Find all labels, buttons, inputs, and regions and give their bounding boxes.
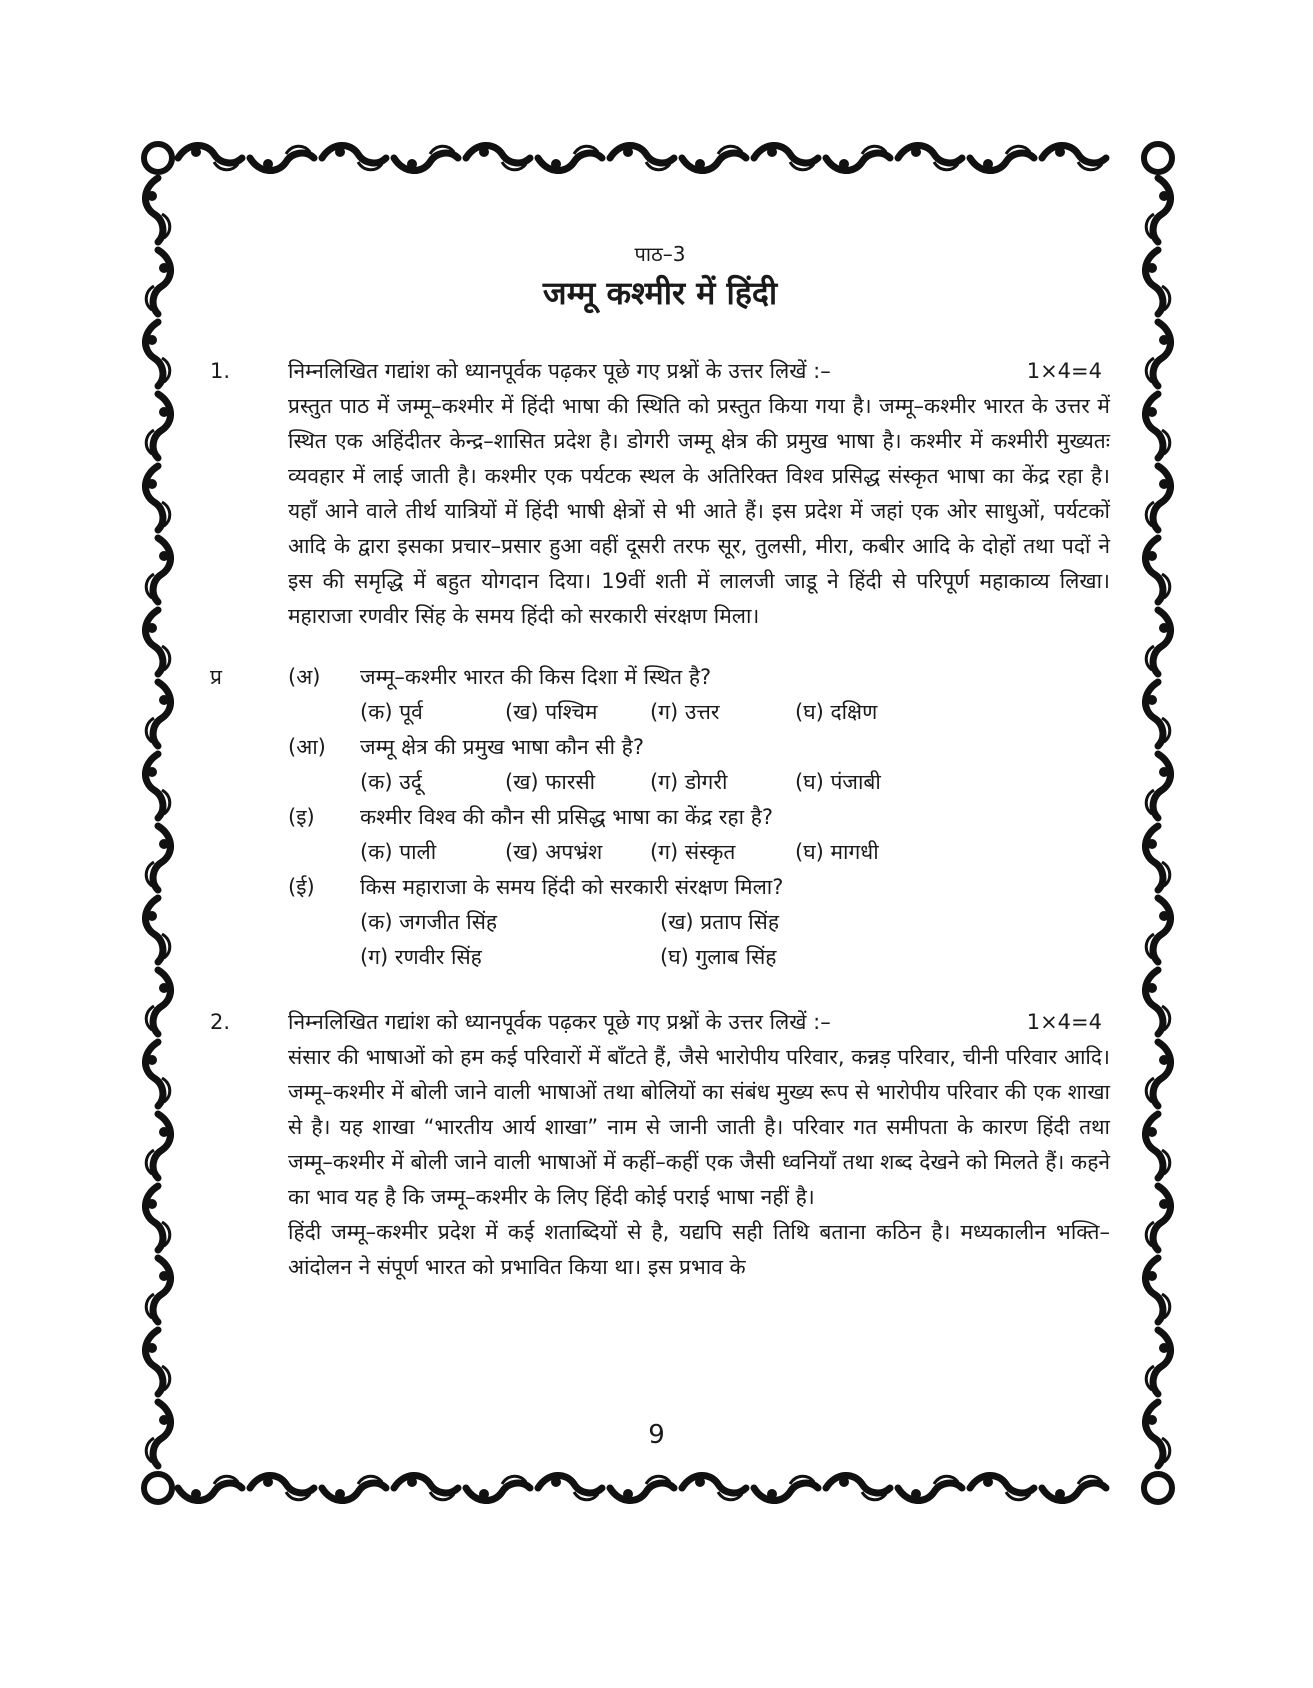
lesson-number: पाठ–3 <box>634 242 686 266</box>
border-ornament <box>1145 394 1169 458</box>
border-ornament <box>538 1475 602 1499</box>
border-ornament <box>898 145 962 169</box>
section-1 <box>210 354 1110 634</box>
marks-label: 1×4=4 <box>1026 1010 1102 1034</box>
option: (क) पाली <box>360 840 437 864</box>
question-item <box>288 660 1110 730</box>
border-ornament <box>145 1042 169 1106</box>
border-ornament <box>970 1475 1034 1499</box>
border-ornament <box>1146 1186 1170 1250</box>
border-ornament <box>146 682 170 746</box>
marks-label: 1×4=4 <box>1026 359 1102 383</box>
border-ornament <box>146 250 170 314</box>
option: (घ) गुलाब सिंह <box>660 945 777 969</box>
border-ornament <box>145 466 169 530</box>
border-ornament <box>1145 1258 1169 1322</box>
border-ornament <box>466 145 530 169</box>
border-ornament <box>146 1114 170 1178</box>
option: (ख) फारसी <box>505 770 596 794</box>
question-item <box>288 800 1110 870</box>
border-ornament <box>394 146 458 170</box>
border-ornament <box>1145 250 1169 314</box>
question-label: (आ) <box>288 735 326 759</box>
border-ornament <box>145 178 169 242</box>
border-ornament <box>1145 538 1169 602</box>
option: (घ) पंजाबी <box>795 770 881 794</box>
instruction-text: निम्नलिखित गद्यांश को ध्यानपूर्वक पढ़कर पूछे गए प्रश्नों के उत्तर लिखें :– <box>288 1010 831 1034</box>
question-label: (ई) <box>288 875 315 899</box>
section-number: 2. <box>210 1010 231 1034</box>
border-ornament <box>538 146 602 170</box>
border-ornament <box>146 826 170 890</box>
border-ornament <box>754 1476 818 1500</box>
question-text: जम्मू क्षेत्र की प्रमुख भाषा कौन सी है? <box>360 735 644 759</box>
option: (ग) रणवीर सिंह <box>360 945 482 969</box>
question-text: कश्मीर विश्व की कौन सी प्रसिद्ध भाषा का केंद्र रहा है? <box>360 805 773 829</box>
page-content <box>210 240 1110 1285</box>
section-number: 1. <box>210 359 231 383</box>
border-ornament <box>1146 466 1170 530</box>
option: (ग) संस्कृत <box>650 840 736 864</box>
page-number: 9 <box>648 1420 665 1450</box>
option: (ख) अपभ्रंश <box>505 840 603 864</box>
passage-paragraph: हिंदी जम्मू–कश्मीर प्रदेश में कई शताब्दियों से है, यद्यपि सही तिथि बताना कठिन है। मध्यकालीन भक्ति–आंदोलन ने संपूर्ण भारत को प्रभावित किया था। इस प्रभाव के <box>288 1220 1110 1279</box>
border-ornament <box>682 1475 746 1499</box>
question-text: जम्मू–कश्मीर भारत की किस दिशा में स्थित है? <box>360 665 712 689</box>
border-ornament <box>1145 970 1169 1034</box>
option: (घ) मागधी <box>795 840 879 864</box>
border-ornament <box>145 322 169 386</box>
border-ornament <box>970 146 1034 170</box>
question-text: किस महाराजा के समय हिंदी को सरकारी संरक्षण मिला? <box>360 875 784 899</box>
border-ornament <box>322 145 386 169</box>
question-item <box>288 730 1110 800</box>
border-ornament <box>610 1476 674 1500</box>
page-title: जम्मू कश्मीर में हिंदी <box>542 274 778 312</box>
border-ornament <box>466 1476 530 1500</box>
border-ornament <box>145 1330 169 1394</box>
option: (क) उर्दू <box>360 770 422 794</box>
option: (क) पूर्व <box>360 700 423 724</box>
border-ornament <box>145 898 169 962</box>
border-ornament <box>322 1476 386 1500</box>
border-ornament <box>1146 322 1170 386</box>
border-ornament <box>1145 1114 1169 1178</box>
border-ornament <box>145 610 169 674</box>
border-ornament <box>610 145 674 169</box>
option: (क) जगजीत सिंह <box>360 910 498 934</box>
border-ornament <box>250 1475 314 1499</box>
border-ornament <box>146 1258 170 1322</box>
passage-paragraph: प्रस्तुत पाठ में जम्मू–कश्मीर में हिंदी भाषा की स्थिति को प्रस्तुत किया गया है। जम्मू–कश्मीर भारत के उत्तर में स्थित एक अहिंदीतर केन्द्र–शासित प्रदेश है। डोगरी जम्मू क्षेत्र की प्रमुख भाषा है। कश्मीर में कश्मीरी मुख्यतः व्यवहार में लाई जाती है। कश्मीर एक पर्यटक स्थल के अतिरिक्त विश्व प्रसिद्ध संस्कृत भाषा का केंद्र रहा है। यहाँ आने वाले तीर्थ यात्रियों में हिंदी भाषी क्षेत्रों से भी आते हैं। इस प्रदेश में जहां एक ओर साधुओं, पर्यटकों आदि के द्वारा इसका प्रचार–प्रसार हुआ वहीं दूसरी तरफ सूर, तुलसी, मीरा, कबीर आदि के दोहों तथा पदों ने इस की समृद्धि में बहुत योगदान दिया। 19वीं शती में लालजी जाडू ने हिंदी से परिपूर्ण महाकाव्य लिखा। महाराजा रणवीर सिंह के समय हिंदी को सरकारी संरक्षण मिला। <box>288 394 1110 628</box>
border-ornament <box>1146 178 1170 242</box>
option: (ख) पश्चिम <box>505 700 598 724</box>
passage-paragraph: संसार की भाषाओं को हम कई परिवारों में बाँटते हैं, जैसे भारोपीय परिवार, कन्नड़ परिवार, चीनी परिवार आदि। जम्मू–कश्मीर में बोली जाने वाली भाषाओं तथा बोलियों का संबंध मुख्य रूप से भारोपीय परिवार की एक शाखा से है। यह शाखा “भारतीय आर्य शाखा” नाम से जानी जाती है। परिवार गत समीपता के कारण हिंदी तथा जम्मू–कश्मीर में बोली जाने वाली भाषाओं में कहीं–कहीं एक जैसी ध्वनियाँ तथा शब्द देखने को मिलते हैं। कहने का भाव यह है कि जम्मू–कश्मीर के लिए हिंदी कोई पराई भाषा नहीं है। <box>288 1045 1110 1209</box>
border-ornament <box>682 146 746 170</box>
border-ornament <box>1042 1476 1106 1500</box>
border-ornament <box>250 146 314 170</box>
option: (ख) प्रताप सिंह <box>660 910 779 934</box>
border-ornament <box>1145 826 1169 890</box>
question-item <box>288 870 1110 975</box>
border-ornament <box>1042 145 1106 169</box>
border-ornament <box>146 394 170 458</box>
border-ornament <box>145 1186 169 1250</box>
border-ornament <box>146 970 170 1034</box>
question-prefix: प्र <box>210 665 222 689</box>
question-block <box>210 660 1110 975</box>
option: (ग) उत्तर <box>650 700 720 724</box>
option: (ग) डोगरी <box>650 770 728 794</box>
border-ornament <box>1146 1042 1170 1106</box>
border-ornament <box>178 1476 242 1500</box>
border-ornament <box>394 1475 458 1499</box>
border-ornament <box>826 146 890 170</box>
border-ornament <box>754 145 818 169</box>
border-ornament <box>178 145 242 169</box>
border-ornament <box>1146 898 1170 962</box>
border-ornament <box>898 1476 962 1500</box>
border-ornament <box>145 754 169 818</box>
instruction-text: निम्नलिखित गद्यांश को ध्यानपूर्वक पढ़कर पूछे गए प्रश्नों के उत्तर लिखें :– <box>288 359 831 383</box>
border-ornament <box>146 538 170 602</box>
section-2 <box>210 1005 1110 1285</box>
option: (घ) दक्षिण <box>795 700 878 724</box>
question-label: (अ) <box>288 665 321 689</box>
border-ornament <box>1146 1330 1170 1394</box>
border-ornament <box>1145 682 1169 746</box>
border-ornament <box>826 1475 890 1499</box>
question-label: (इ) <box>288 805 315 829</box>
border-ornament <box>1146 610 1170 674</box>
border-ornament <box>1146 754 1170 818</box>
